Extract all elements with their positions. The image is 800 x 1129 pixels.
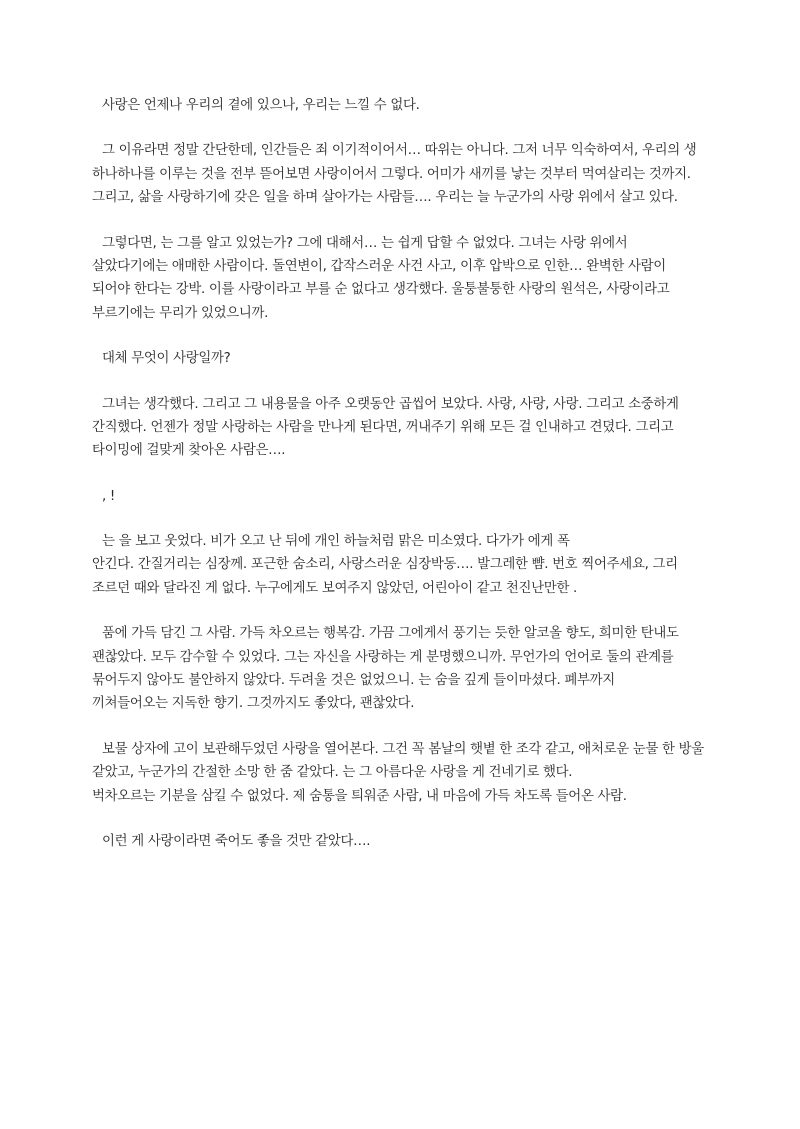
paragraph-3 (92, 232, 732, 326)
text-line: 그리고, 삶을 사랑하기에 갖은 일을 하며 살아가는 사람들…. 우리는 늘 누군가의 사랑 위에서 살고 있다. (92, 190, 678, 206)
paragraph-5 (92, 393, 732, 463)
text-line: 안긴다. 간질거리는 심장께. 포근한 숨소리, 사랑스러운 심장박동…. 발그레한 뺨. 번호 찍어주세요, 그리 (92, 557, 678, 573)
text-line: 끼쳐들어오는 지독한 향기. 그것까지도 좋았다, 괜찮았다. (92, 696, 415, 712)
paragraph-9 (92, 738, 732, 808)
text-line: 부르기에는 무리가 있었으니까. (92, 305, 269, 321)
paragraph-4 (92, 347, 732, 370)
text-line: 살았다기에는 애매한 사람이다. 돌연변이, 갑작스러운 사건 사고, 이후 압박으로 인한… 완벽한 사람이 (92, 258, 666, 274)
text-line: 그 이유라면 정말 간단한데, 인간들은 죄 이기적이어서… 따위는 아니다. 그저 너무 익숙하여서, 우리의 생 (102, 143, 697, 159)
text-line: 대체 무엇이 사랑일까? (102, 351, 231, 367)
paragraph-7 (92, 530, 732, 600)
text-line: 사랑은 언제나 우리의 곁에 있으나, 우리는 느낄 수 없다. (102, 98, 420, 113)
text-line: 품에 가득 담긴 그 사람. 가득 차오르는 행복감. 가끔 그에게서 풍기는 듯한 알코올 향도, 희미한 탄내도 (102, 626, 679, 642)
text-line: 하나하나를 이루는 것을 전부 뜯어보면 사랑이어서 그렇다. 어미가 새끼를 낳는 것부터 먹여살리는 것까지. (92, 166, 691, 182)
text-line: 는 을 보고 웃었다. 비가 오고 난 뒤에 개인 하늘처럼 맑은 미소였다. 다가가 에게 폭 (102, 534, 570, 550)
text-line: , ! (102, 488, 115, 504)
text-line: 그렇다면, 는 그를 알고 있었는가? 그에 대해서… 는 쉽게 답할 수 없었다. 그녀는 사랑 위에서 (102, 235, 628, 251)
paragraph-6 (92, 485, 732, 508)
text-line: 조르던 때와 달라진 게 없다. 누구에게도 보여주지 않았던, 어린아이 같고 천진난만한 . (92, 580, 577, 596)
text-line: 그녀는 생각했다. 그리고 그 내용물을 아주 오랫동안 곱씹어 보았다. 사랑, 사랑, 사랑. 그리고 소중하게 (102, 396, 679, 412)
text-line: 묶어두지 않아도 불안하지 않았다. 두려울 것은 없었으니. 는 숨을 깊게 들이마셨다. 폐부까지 (92, 673, 615, 689)
text-line: 벅차오르는 기분을 삼킬 수 없었다. 제 숨통을 틔워준 사람, 내 마음에 가득 차도록 들어온 사람. (92, 788, 627, 804)
text-line: 타이밍에 걸맞게 찾아온 사람은…. (92, 443, 286, 459)
paragraph-10 (92, 830, 732, 853)
document-page (92, 94, 732, 875)
text-line: 간직했다. 언젠가 정말 사랑하는 사람을 만나게 된다면, 꺼내주기 위해 모든 걸 인내하고 견뎠다. 그리고 (92, 419, 674, 435)
paragraph-1 (92, 94, 732, 117)
text-line: 보물 상자에 고이 보관해두었던 사랑을 열어본다. 그건 꼭 봄날의 햇볕 한 조각 같고, 애처로운 눈물 한 방울 (102, 741, 704, 757)
text-line: 괜찮았다. 모두 감수할 수 있었다. 그는 자신을 사랑하는 게 분명했으니까. 무언가의 언어로 둘의 관계를 (92, 649, 674, 665)
text-line: 이런 게 사랑이라면 죽어도 좋을 것만 같았다…. (102, 833, 371, 849)
text-line: 되어야 한다는 강박. 이를 사랑이라고 부를 순 없다고 생각했다. 울퉁불퉁한 사랑의 원석은, 사랑이라고 (92, 282, 670, 298)
paragraph-2 (92, 139, 732, 209)
paragraph-8 (92, 622, 732, 716)
text-line: 같았고, 누군가의 간절한 소망 한 줌 같았다. 는 그 아름다운 사랑을 게 건네기로 했다. (92, 765, 573, 781)
